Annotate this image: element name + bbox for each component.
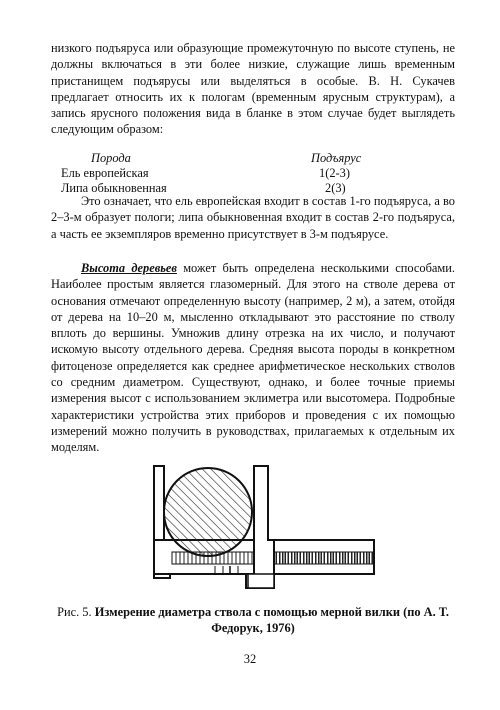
paragraph-1: низкого подъяруса или образующие промежуточную по высоте ступень, не должны включаться в эти более низкие, служащие лишь временным пристанищем подъярусы или выделяться в особые. В. Н. Сукачев предлагает относить их к пологам (временным ярусным структурам), а запись ярусного положения вида в бланке в этом случае будет выглядеть следующим образом:	[51, 41, 455, 137]
table-row	[51, 166, 455, 181]
vernier-scale	[274, 552, 374, 564]
caliper-illustration	[110, 462, 400, 597]
paragraph-3	[51, 260, 455, 456]
trunk-cross-section	[164, 468, 252, 556]
stratum-table	[51, 151, 455, 196]
row-species: Ель европейская	[61, 166, 149, 180]
table-header	[51, 151, 455, 166]
figure-caption	[51, 604, 455, 636]
paragraph-2: Это означает, что ель европейская входит в состав 1-го подъяруса, а во 2–3-м образует пологи; липа обыкновенная входит в состав 2-го подъяруса, а часть ее экземпляров временно присутствует в 3-м подъярусе.	[51, 194, 455, 241]
term-tree-height: Высота деревьев	[81, 261, 177, 275]
row-substratum: 1(2-3)	[319, 166, 350, 180]
caption-title: Измерение диаметра ствола с помощью мерной вилки (по А. Т. Федорук, 1976)	[94, 605, 449, 635]
header-substratum: Подъярус	[311, 151, 362, 165]
slider-body	[248, 574, 274, 588]
row-species: Липа обыкновенная	[61, 181, 167, 195]
header-species: Порода	[91, 151, 131, 165]
caption-prefix: Рис. 5.	[57, 605, 92, 619]
row-substratum: 2(3)	[325, 181, 346, 195]
paragraph-3-text: может быть определена несколькими способами. Наиболее простым является глазомерный. Для этого на стволе дерева от основания отмечают определенную высоту (например, 2 м), а затем, отойдя от дерева на 10–20 м, мысленно откладывают это расстояние по стволу вплоть до вершины. Умножив длину отрезка на их число, и получают искомую высоту отдельного дерева. Средняя высота породы в конкретном фитоценозе определяется как среднее арифметическое нескольких стволов со средним диаметром. Существуют, однако, и более точные приемы измерения высот с использованием эклиметра или высотомера. Подробные характеристики устройства этих приборов и проведения с их помощью измерений можно получить в руководствах, прилагаемых к отдельным их моделям.	[51, 261, 456, 455]
page-number: 32	[243, 652, 257, 666]
